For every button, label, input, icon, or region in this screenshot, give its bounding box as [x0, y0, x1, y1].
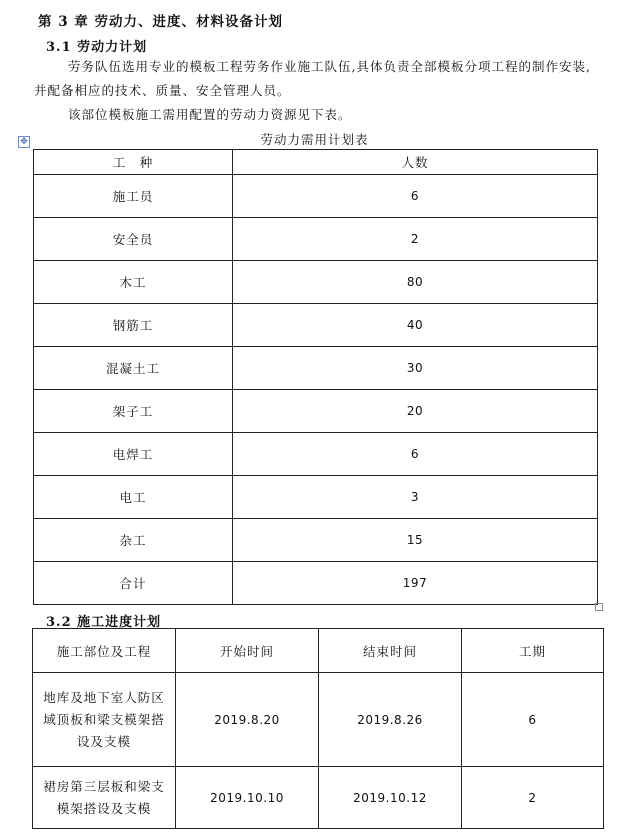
- count-cell: 40: [233, 304, 598, 347]
- trade-cell: 杂工: [34, 519, 233, 562]
- chapter-title: 第 3 章 劳动力、进度、材料设备计划: [38, 14, 283, 30]
- count-cell: 6: [233, 175, 598, 218]
- trade-cell: 架子工: [34, 390, 233, 433]
- trade-cell: 安全员: [34, 218, 233, 261]
- count-cell: 20: [233, 390, 598, 433]
- schedule-table: [32, 628, 604, 829]
- table-move-handle-icon[interactable]: ✥: [18, 136, 30, 148]
- count-cell: 30: [233, 347, 598, 390]
- count-cell: 6: [233, 433, 598, 476]
- column-header-end: 结束时间: [319, 629, 462, 673]
- trade-cell: 电焊工: [34, 433, 233, 476]
- trade-cell: 混凝土工: [34, 347, 233, 390]
- labor-table-caption: 劳动力需用计划表: [260, 132, 369, 147]
- table-row: [33, 767, 604, 829]
- labor-table: [33, 149, 598, 605]
- labor-plan-intro: 该部位模板施工需用配置的劳动力资源见下表。: [68, 107, 352, 122]
- column-header-duration: 工期: [462, 629, 604, 673]
- table-header-row: [33, 629, 604, 673]
- end-date-cell: 2019.8.26: [319, 673, 462, 767]
- column-header-trade: 工 种: [34, 150, 233, 175]
- section-title-schedule: 3.2 施工进度计划: [46, 615, 162, 630]
- table-row: [33, 673, 604, 767]
- table-row: [34, 218, 598, 261]
- count-cell: 15: [233, 519, 598, 562]
- duration-cell: 2: [462, 767, 604, 829]
- trade-cell: 木工: [34, 261, 233, 304]
- start-date-cell: 2019.8.20: [176, 673, 319, 767]
- table-total-row: [34, 562, 598, 605]
- total-label-cell: 合计: [34, 562, 233, 605]
- section-title-labor-plan: 3.1 劳动力计划: [46, 40, 148, 55]
- start-date-cell: 2019.10.10: [176, 767, 319, 829]
- table-row: [34, 476, 598, 519]
- count-cell: 3: [233, 476, 598, 519]
- column-header-count: 人数: [233, 150, 598, 175]
- trade-cell: 电工: [34, 476, 233, 519]
- total-count-cell: 197: [233, 562, 598, 605]
- table-row: [34, 175, 598, 218]
- table-row: [34, 433, 598, 476]
- end-date-cell: 2019.10.12: [319, 767, 462, 829]
- part-cell: 裙房第三层板和梁支模架搭设及支模: [33, 767, 176, 829]
- table-row: [34, 261, 598, 304]
- table-resize-handle[interactable]: [595, 603, 603, 611]
- count-cell: 2: [233, 218, 598, 261]
- table-row: [34, 390, 598, 433]
- count-cell: 80: [233, 261, 598, 304]
- column-header-start: 开始时间: [176, 629, 319, 673]
- part-cell: 地库及地下室人防区域顶板和梁支模架搭设及支模: [33, 673, 176, 767]
- table-header-row: [34, 150, 598, 175]
- table-row: [34, 304, 598, 347]
- column-header-part: 施工部位及工程: [33, 629, 176, 673]
- table-row: [34, 347, 598, 390]
- trade-cell: 钢筋工: [34, 304, 233, 347]
- duration-cell: 6: [462, 673, 604, 767]
- labor-plan-paragraph: 劳务队伍选用专业的模板工程劳务作业施工队伍,具体负责全部模板分项工程的制作安装,并配备相应的技术、质量、安全管理人员。: [34, 59, 591, 98]
- trade-cell: 施工员: [34, 175, 233, 218]
- table-row: [34, 519, 598, 562]
